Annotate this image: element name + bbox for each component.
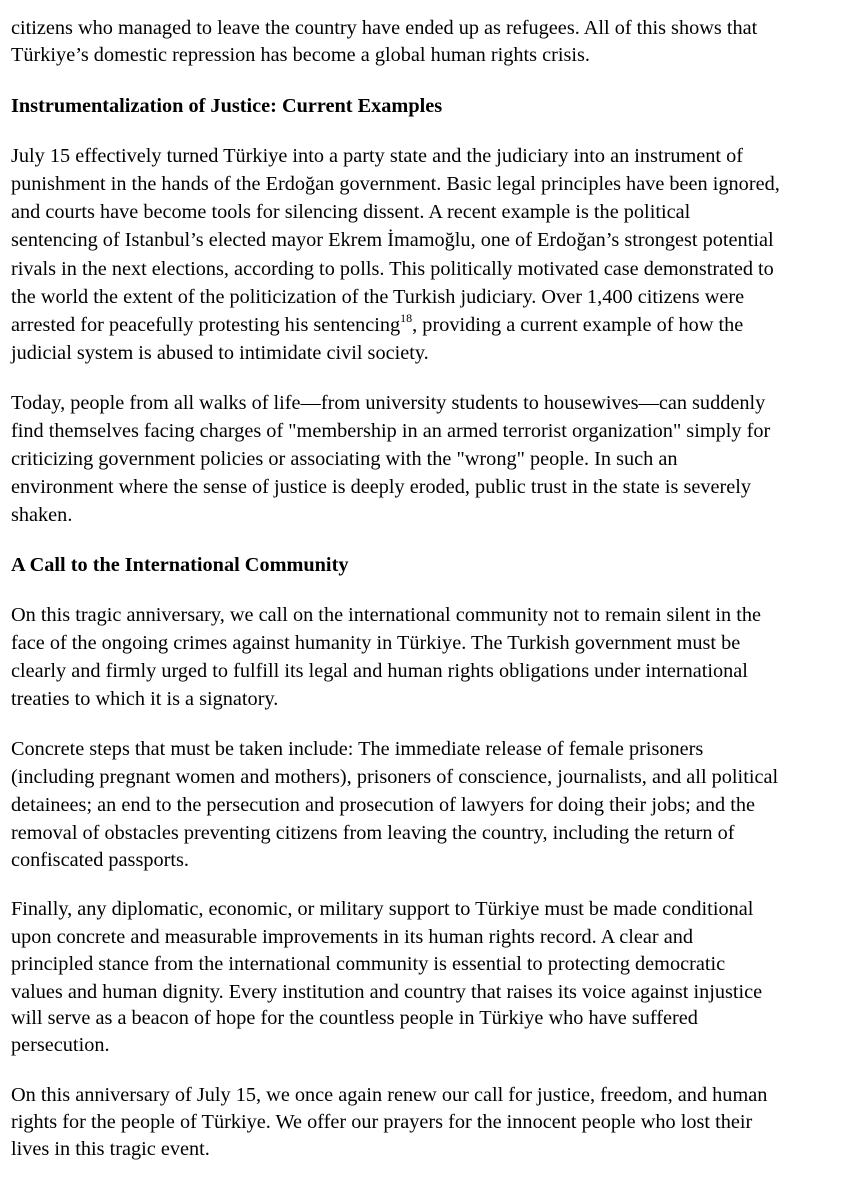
text-line: citizens who managed to leave the country have ended up as refugees. All of this shows that xyxy=(11,17,758,39)
text-line: values and human dignity. Every institution and country that raises its voice against injustice xyxy=(11,981,763,1003)
text-line: treaties to which it is a signatory. xyxy=(11,688,279,710)
text-line: principled stance from the international community is essential to protecting democratic xyxy=(11,953,726,975)
text-line: On this anniversary of July 15, we once again renew our call for justice, freedom, and human xyxy=(11,1084,768,1106)
text-line: upon concrete and measurable improvements in its human rights record. A clear and xyxy=(11,926,694,948)
text-line: criticizing government policies or associating with the "wrong" people. In such an xyxy=(11,448,678,470)
text-segment: , providing a current example of how the xyxy=(412,314,744,336)
text-line: punishment in the hands of the Erdoğan government. Basic legal principles have been ignored, xyxy=(11,173,780,195)
text-line: Concrete steps that must be taken include: The immediate release of female prisoners xyxy=(11,738,704,760)
section-heading-justice: Instrumentalization of Justice: Current Examples xyxy=(11,95,443,117)
text-line: removal of obstacles preventing citizens from leaving the country, including the return of xyxy=(11,822,735,844)
text-line: sentencing of Istanbul’s elected mayor Ekrem İmamoğlu, one of Erdoğan’s strongest potential xyxy=(11,229,774,251)
text-line: Today, people from all walks of life—from university students to housewives—can suddenly xyxy=(11,392,766,414)
text-line: July 15 effectively turned Türkiye into a party state and the judiciary into an instrument of xyxy=(11,145,743,167)
text-line: lives in this tragic event. xyxy=(11,1138,210,1160)
text-line: the world the extent of the politicization of the Turkish judiciary. Over 1,400 citizens were xyxy=(11,286,745,308)
text-line: rights for the people of Türkiye. We offer our prayers for the innocent people who lost their xyxy=(11,1111,753,1133)
text-line-with-footnote xyxy=(11,312,743,338)
text-line: confiscated passports. xyxy=(11,849,189,871)
text-line: On this tragic anniversary, we call on the international community not to remain silent in the xyxy=(11,604,762,626)
text-line: persecution. xyxy=(11,1034,110,1056)
text-segment: arrested for peacefully protesting his sentencing xyxy=(11,314,401,336)
section-heading-call: A Call to the International Community xyxy=(11,554,349,576)
text-line: Finally, any diplomatic, economic, or military support to Türkiye must be made conditional xyxy=(11,898,754,920)
text-line: shaken. xyxy=(11,504,73,526)
text-line: find themselves facing charges of "membership in an armed terrorist organization" simply for xyxy=(11,420,771,442)
text-line: rivals in the next elections, according to polls. This politically motivated case demonstrated to xyxy=(11,258,774,280)
text-line: will serve as a beacon of hope for the countless people in Türkiye who have suffered xyxy=(11,1007,698,1029)
text-line: environment where the sense of justice is deeply eroded, public trust in the state is severely xyxy=(11,476,752,498)
text-line: (including pregnant women and mothers), prisoners of conscience, journalists, and all political xyxy=(11,766,779,788)
text-line: clearly and firmly urged to fulfill its legal and human rights obligations under international xyxy=(11,660,748,682)
text-line: face of the ongoing crimes against humanity in Türkiye. The Turkish government must be xyxy=(11,632,741,654)
text-line: Türkiye’s domestic repression has become a global human rights crisis. xyxy=(11,44,591,66)
text-line: detainees; an end to the persecution and prosecution of lawyers for doing their jobs; and the xyxy=(11,794,755,816)
text-line: and courts have become tools for silencing dissent. A recent example is the political xyxy=(11,201,691,223)
text-line: judicial system is abused to intimidate civil society. xyxy=(11,342,429,364)
footnote-reference[interactable]: 18 xyxy=(400,311,413,326)
